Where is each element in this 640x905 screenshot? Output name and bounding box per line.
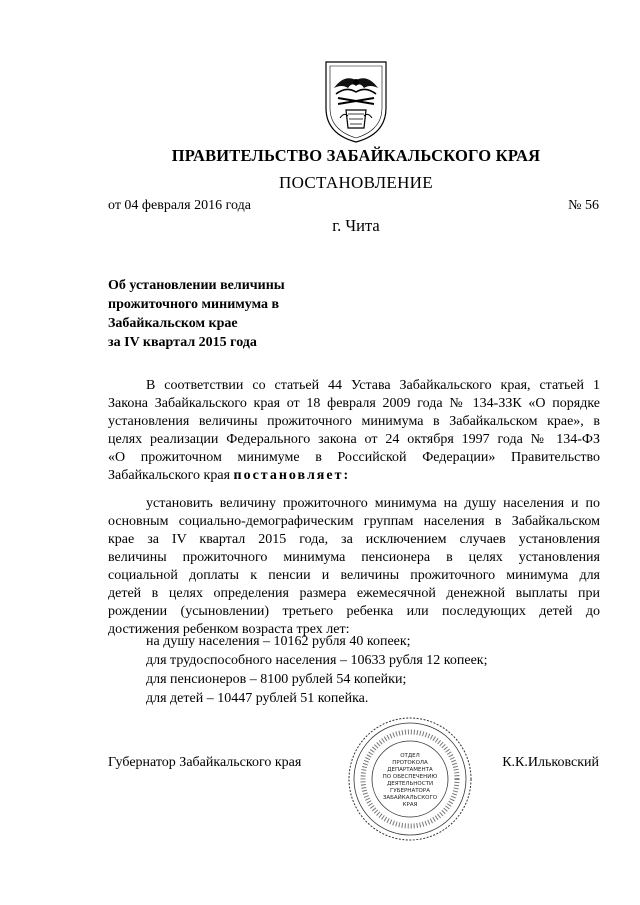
paragraph-line: рождении (усыновлении) третьего ребенка или последующих детей до <box>108 604 600 619</box>
paragraph-line: детей в целях определения размера ежемесячной денежной выплаты при <box>108 586 600 601</box>
paragraph-line: В соответствии со статьей 44 Устава Забайкальского края, статьей 1 <box>146 378 600 393</box>
document-date: от 04 февраля 2016 года <box>108 198 251 213</box>
svg-text:ПО ОБЕСПЕЧЕНИЮ: ПО ОБЕСПЕЧЕНИЮ <box>382 774 438 780</box>
preamble-paragraph <box>108 377 600 485</box>
resolution-paragraph <box>108 495 600 639</box>
coat-of-arms-emblem <box>318 58 394 144</box>
paragraph-line: крае за IV квартал 2015 года, за исключением случаев установления <box>108 532 600 547</box>
paragraph-line <box>108 467 600 485</box>
subject-line: за IV квартал 2015 года <box>108 335 257 350</box>
paragraph-line: величины прожиточного минимума пенсионера в целях установления <box>108 550 600 565</box>
list-item: для трудоспособного населения – 10633 рубля 12 копеек; <box>146 653 488 668</box>
paragraph-line: установить величину прожиточного минимума на душу населения и по <box>146 496 600 511</box>
subject-line: Забайкальском крае <box>108 316 238 331</box>
paragraph-line: целях реализации Федерального закона от 24 октября 1997 года № 134-ФЗ <box>108 432 600 447</box>
subject-line: прожиточного минимума в <box>108 297 280 312</box>
svg-text:ОТДЕЛ: ОТДЕЛ <box>400 753 420 759</box>
svg-text:ЗАБАЙКАЛЬСКОГО: ЗАБАЙКАЛЬСКОГО <box>382 795 438 801</box>
document-subject <box>108 276 285 352</box>
decree-word: постановляет: <box>233 468 351 483</box>
paragraph-line-start: Забайкальского края <box>108 468 231 483</box>
minimum-values-list <box>146 632 487 708</box>
organization-title: ПРАВИТЕЛЬСТВО ЗАБАЙКАЛЬСКОГО КРАЯ <box>171 146 541 165</box>
signatory-title: Губернатор Забайкальского края <box>108 755 302 770</box>
paragraph-line: Закона Забайкальского края от 18 февраля 2009 года № 134-ЗЗК «О порядке <box>108 396 600 411</box>
list-item: для детей – 10447 рублей 51 копейка. <box>146 691 369 706</box>
svg-text:ДЕЯТЕЛЬНОСТИ: ДЕЯТЕЛЬНОСТИ <box>386 781 434 787</box>
list-item: на душу населения – 10162 рубля 40 копеек; <box>146 634 411 649</box>
svg-text:ДЕПАРТАМЕНТА: ДЕПАРТАМЕНТА <box>387 767 433 773</box>
document-city: г. Чита <box>332 216 380 235</box>
list-item: для пенсионеров – 8100 рублей 54 копейки; <box>146 672 407 687</box>
paragraph-line: социальной доплаты к пенсии и величины прожиточного минимума для <box>108 568 600 583</box>
svg-text:ПРОТОКОЛА: ПРОТОКОЛА <box>392 760 428 766</box>
official-seal <box>346 715 474 843</box>
paragraph-line: основным социально-демографическим группам населения в Забайкальском <box>108 514 600 529</box>
paragraph-line: достижения ребенком возраста трех лет: <box>108 622 350 637</box>
subject-line: Об установлении величины <box>108 278 285 293</box>
document-type: ПОСТАНОВЛЕНИЕ <box>279 173 433 192</box>
signatory-name: К.К.Ильковский <box>502 755 599 770</box>
paragraph-line: установления величины прожиточного минимума в Забайкальском крае», в <box>108 414 600 429</box>
document-number: № 56 <box>568 198 599 213</box>
svg-text:КРАЯ: КРАЯ <box>402 802 418 808</box>
paragraph-line: «О прожиточном минимуме в Российской Федерации» Правительство <box>108 450 600 465</box>
svg-text:ГУБЕРНАТОРА: ГУБЕРНАТОРА <box>390 788 430 794</box>
